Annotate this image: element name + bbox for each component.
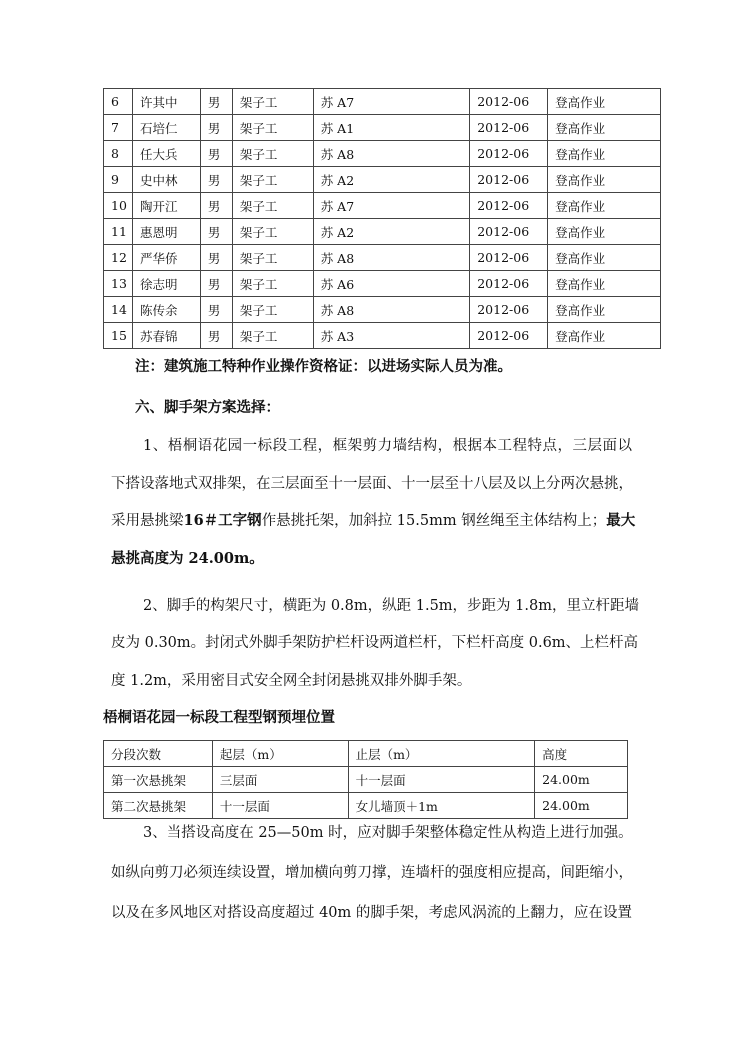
- table-cell: 男: [200, 245, 232, 271]
- table-cell: 架子工: [232, 271, 313, 297]
- table-cell: 严华侨: [132, 245, 200, 271]
- table-cell: 分段次数: [104, 741, 213, 767]
- p3-line1: 3、当搭设高度在 25—50m 时，应对脚手架整体稳定性从构造上进行加强。: [143, 825, 633, 841]
- table-cell: 2012-06: [470, 193, 548, 219]
- table-row: [104, 271, 661, 297]
- table-row: [104, 193, 661, 219]
- table-cell: 登高作业: [548, 193, 661, 219]
- table-cell: 登高作业: [548, 323, 661, 349]
- table-cell: 11: [104, 219, 133, 245]
- table-cell: 2012-06: [470, 167, 548, 193]
- table-cell: 12: [104, 245, 133, 271]
- table-cell: 苏 A6: [313, 271, 470, 297]
- table-cell: 男: [200, 297, 232, 323]
- table-cell: 惠恩明: [132, 219, 200, 245]
- table-cell: 2012-06: [470, 219, 548, 245]
- table-cell: 24.00m: [535, 793, 628, 819]
- table-cell: 登高作业: [548, 271, 661, 297]
- table-cell: 10: [104, 193, 133, 219]
- p2-line3: 度 1.2m，采用密目式安全网全封闭悬挑双排外脚手架。: [111, 673, 472, 689]
- table-cell: 2012-06: [470, 245, 548, 271]
- table-cell: 架子工: [232, 193, 313, 219]
- text: 采用悬挑梁: [111, 513, 184, 529]
- table-cell: 6: [104, 89, 133, 115]
- table-cell: 男: [200, 219, 232, 245]
- table-cell: 架子工: [232, 89, 313, 115]
- table-cell: 7: [104, 115, 133, 141]
- table-row: [104, 141, 661, 167]
- table-cell: 15: [104, 323, 133, 349]
- table-cell: 登高作业: [548, 115, 661, 141]
- table-cell: 2012-06: [470, 115, 548, 141]
- table-cell: 男: [200, 323, 232, 349]
- table-row: [104, 323, 661, 349]
- table-cell: 任大兵: [132, 141, 200, 167]
- text: 作悬挑托架，加斜拉 15.5mm 钢丝绳至主体结构上；: [261, 513, 607, 529]
- table-cell: 女儿墙顶＋1m: [348, 793, 535, 819]
- table-cell: 第一次悬挑架: [104, 767, 213, 793]
- table-cell: 男: [200, 141, 232, 167]
- table-cell: 架子工: [232, 323, 313, 349]
- table-cell: 苏 A8: [313, 297, 470, 323]
- p1-line4: 悬挑高度为 24.00m。: [111, 550, 264, 567]
- section-heading: 六、脚手架方案选择：: [135, 399, 280, 416]
- table-cell: 苏 A1: [313, 115, 470, 141]
- table-cell: 男: [200, 115, 232, 141]
- p1-line1: 1、梧桐语花园一标段工程，框架剪力墙结构，根据本工程特点，三层面以: [143, 438, 632, 454]
- table-cell: 徐志明: [132, 271, 200, 297]
- p3-line2: 如纵向剪刀必须连续设置，增加横向剪刀撑，连墙杆的强度相应提高，间距缩小，: [111, 865, 633, 881]
- table-cell: 9: [104, 167, 133, 193]
- table-cell: 止层（m）: [348, 741, 535, 767]
- table-cell: 苏 A2: [313, 219, 470, 245]
- table-cell: 2012-06: [470, 297, 548, 323]
- table-row: [104, 167, 661, 193]
- table-cell: 登高作业: [548, 89, 661, 115]
- table-cell: 苏 A8: [313, 141, 470, 167]
- table-cell: 登高作业: [548, 141, 661, 167]
- note: 注：建筑施工特种作业操作资格证：以进场实际人员为准。: [135, 358, 512, 375]
- table-cell: 架子工: [232, 245, 313, 271]
- table-cell: 2012-06: [470, 89, 548, 115]
- table-cell: 陈传余: [132, 297, 200, 323]
- workers-table: [103, 88, 661, 349]
- p1-line3: [111, 511, 636, 531]
- table-cell: 登高作业: [548, 167, 661, 193]
- table-cell: 架子工: [232, 141, 313, 167]
- table-cell: 苏 A3: [313, 323, 470, 349]
- table-cell: 架子工: [232, 167, 313, 193]
- table-cell: 登高作业: [548, 245, 661, 271]
- table-cell: 14: [104, 297, 133, 323]
- table-row: [104, 297, 661, 323]
- table-cell: 架子工: [232, 115, 313, 141]
- bold-text: 16＃工字钢: [183, 512, 262, 529]
- table-cell: 第二次悬挑架: [104, 793, 213, 819]
- p2-line2: 皮为 0.30m。封闭式外脚手架防护栏杆设两道栏杆，下栏杆高度 0.6m、上栏杆高: [111, 635, 639, 651]
- table-cell: 苏 A7: [313, 89, 470, 115]
- table-row: [104, 793, 628, 819]
- table-cell: 登高作业: [548, 219, 661, 245]
- table-cell: 13: [104, 271, 133, 297]
- steel-table-title: 梧桐语花园一标段工程型钢预埋位置: [103, 709, 335, 726]
- table-row: [104, 89, 661, 115]
- table-cell: 2012-06: [470, 271, 548, 297]
- table-cell: 男: [200, 271, 232, 297]
- table-cell: 8: [104, 141, 133, 167]
- table-cell: 24.00m: [535, 767, 628, 793]
- table-cell: 苏 A7: [313, 193, 470, 219]
- table-cell: 许其中: [132, 89, 200, 115]
- table-cell: 陶开江: [132, 193, 200, 219]
- table-cell: 高度: [535, 741, 628, 767]
- table-row: [104, 245, 661, 271]
- steel-table: [103, 740, 628, 819]
- bold-text: 最大: [606, 512, 636, 529]
- table-cell: 2012-06: [470, 141, 548, 167]
- table-cell: 苏春锦: [132, 323, 200, 349]
- table-cell: 三层面: [212, 767, 348, 793]
- p1-line2: 下搭设落地式双排架，在三层面至十一层面、十一层至十八层及以上分两次悬挑，: [111, 476, 633, 492]
- table-cell: 男: [200, 193, 232, 219]
- table-cell: 十一层面: [212, 793, 348, 819]
- p3-line3: 以及在多风地区对搭设高度超过 40m 的脚手架，考虑风涡流的上翻力，应在设置: [111, 905, 632, 921]
- table-cell: 架子工: [232, 297, 313, 323]
- table-cell: 架子工: [232, 219, 313, 245]
- table-row: [104, 767, 628, 793]
- header-row: [104, 741, 628, 767]
- table-cell: 石培仁: [132, 115, 200, 141]
- table-cell: 苏 A2: [313, 167, 470, 193]
- table-row: [104, 115, 661, 141]
- table-cell: 登高作业: [548, 297, 661, 323]
- table-cell: 男: [200, 89, 232, 115]
- table-cell: 起层（m）: [212, 741, 348, 767]
- table-cell: 2012-06: [470, 323, 548, 349]
- table-cell: 男: [200, 167, 232, 193]
- table-cell: 十一层面: [348, 767, 535, 793]
- p2-line1: 2、脚手的构架尺寸，横距为 0.8m，纵距 1.5m，步距为 1.8m，里立杆距墙: [143, 598, 639, 614]
- table-cell: 苏 A8: [313, 245, 470, 271]
- table-cell: 史中林: [132, 167, 200, 193]
- table-row: [104, 219, 661, 245]
